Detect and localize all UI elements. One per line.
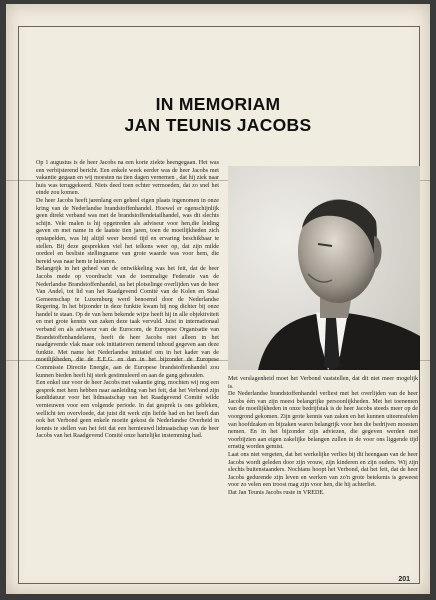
paragraph: Dat Jan Teunis Jacobs ruste in VREDE. — [228, 489, 325, 496]
paragraph: Op 1 augustus is de heer Jacobs na een korte ziekte heengegaan. Het was een verbijsterend bericht. Een enkele week eerder was de heer Jacobs met vakantie gegaan en wij moesten na tien dagen vernemen , dat hij ziek naar huis was teruggekeerd. Niets deed toen echter vermoeden, dat zo snel het einde zou komen. — [36, 160, 219, 197]
paragraph: De heer Jacobs heeft jarenlang een geheel eigen plaats ingenomen in onze kring van de Nederlandse brandstoffenhandel. Hoewel er ogenschijnlijk geen direkt verband was met de brandstoffendetailhandel, was dit slechts schijn. Vele malen is hij opgetreden als adviseur voor hen,die leiding gaven en met name in de laatste tien jaren, toen de moeilijkheden zich opstapelden, was hij altijd weer bereid tijd en ervaring beschikbaar te stellen. Bij deze gesprekken viel het telkens weer op, dat zijn milde oordeel en besliste stellingname van grote waarde was voor hem, die bereid was naar hem te luisteren. — [36, 197, 219, 265]
right-text-column — [228, 376, 418, 498]
portrait-photo-icon — [228, 166, 420, 370]
title-line-1: IN MEMORIAM — [155, 94, 281, 114]
title-line-2: JAN TEUNIS JACOBS — [124, 115, 312, 135]
portrait-photo — [228, 166, 420, 370]
paragraph: Belangrijk in het geheel van de ontwikkeling was het feit, dat de heer Jacobs mede op voordracht van de toenmalige Federatie van de Nederlandse Brandstoffenhandel, na het plotselinge overlijden van de heer Van Andel, tot lid van het Raadgevend Comité van de Kolen en Staal Gemeenschap te Luxemburg werd benoemd door de Nederlandse Regering. In het bijzonder in deze funktie kwam hij nog dichter bij onze handel te staan. Op de van hem bekende wijze heeft hij in alle objektiviteit en met grote kennis van zaken deze taak vervuld. Juist in internationaal verband en als adviseur van de Eurocom, de Europese Organisatie van Brandstoffenhandelaren, heeft de heer Jacobs niet alleen in het naadgevende vlak maar ook initiatieven nemend inhoud gegeven aan deze funktie. Met name het Nederlandse initiatief om in het kader van de moeilijkheden, die de E.E.G. en dan in het bijzonder de Europese Commissie Directie Energie, aan de Europese brandstoffenhandel zou kunnen bieden heeft hij sterk gestimuleerd en aan de gang gehouden. — [36, 266, 219, 379]
left-text-column — [36, 160, 219, 441]
paragraph: Een enkel uur voor de heer Jacobs met vakantie ging, mochten wij nog een gesprek met hem hebben naar aanleiding van het feit, dat het Verbond zijn kandidatuur voor het lidmaatschap van het Raadgevend Comité wilde vernieuwen voor een volgende periode. In dat gesprek is ons gebleken, wellicht ten overvloede, dat juist dit werk zijn liefde had en het heeft dan ook het Verbond geen enkele moeite gekost de Nederlandse Overheid in kennis te stellen van het feit dat een hernieuwd lidmaatschap van de heer Jacobs van het Raadgevend Comité onze hartelijke instemming had. — [36, 380, 219, 440]
paragraph: De Nederlandse brandstoffenhandel verliest met het overlijden van de heer Jacobs één van zijn meest belangrijke persoonlijkheden. Met het toenemen van de moeilijkheden in onze bedrijfstak is de heer Jacobs steeds meer op de voorgrond gekomen. Zijn grote kennis van zaken en het kunnen uiteenrafelen van hoofdzaken en bijzaken waren belangrijk voor hen die bedrijven moesten nemen. En in het bijzonder zijn adviezen, die gegeven werden met voorbijzien aan eigen zakelijke belangen zullen in de voor ons liggende tijd ernstig worden gemist. — [228, 391, 418, 451]
page-number: 201 — [398, 576, 410, 583]
document-page — [6, 4, 430, 594]
paragraph: Laat ons niet vergeten, dat het werkelijke verlies bij dit heengaan van de heer Jacobs wordt geleden door zijn vrouw, zijn kinderen en zijn ouders. Wij zijn slechts buitenstaanders. Nochtans hoopt het Verbond, dat het feit, dat de heer Jacobs gedurende zijn leven en werken van zo'n grote betekenis is geweest voor zo velen een troost mag zijn voor hen, die hij achterliet. — [228, 451, 418, 489]
paragraph: Met verslagenheid moet het Verbond vaststellen, dat dit niet meer mogelijk is. — [228, 376, 418, 390]
